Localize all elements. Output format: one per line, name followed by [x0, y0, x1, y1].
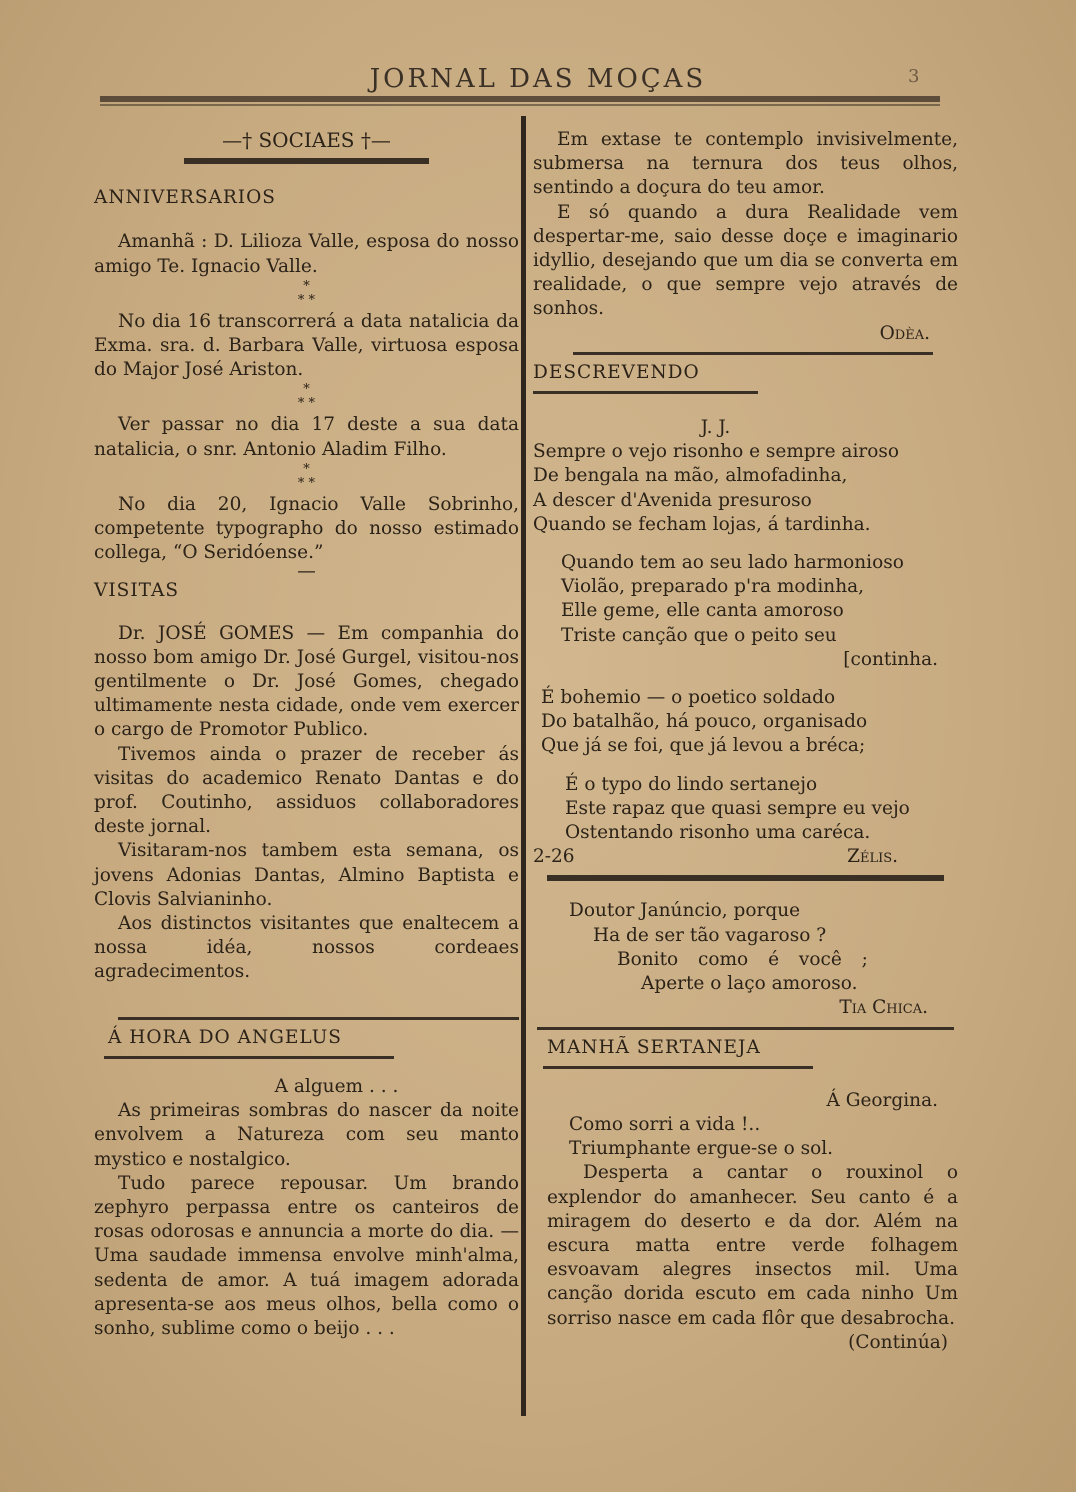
manha-heading: MANHÃ SERTANEJA — [547, 1036, 761, 1058]
poem-stanza — [533, 686, 958, 759]
column-divider — [521, 116, 526, 1416]
poem-subtitle: J. J. — [700, 417, 731, 439]
descrevendo-rule — [533, 391, 758, 394]
section-rule — [118, 1017, 519, 1020]
poem-line: É bohemio — o poetico soldado — [541, 687, 836, 709]
poem-stanza — [533, 551, 958, 672]
manha-line: Como sorri a vida !.. — [569, 1113, 761, 1135]
quadra-line: Bonito como é você ; — [617, 948, 868, 970]
aniversario-item: No dia 16 transcorrerá a data natalicia da Exma. sra. d. Barbara Valle, virtuosa esposa do Major José Ariston. — [94, 310, 519, 381]
angelus-continued-paragraph: E só quando a dura Realidade vem despertar-me, saio desse doçe e imaginario idyllio, desejando que um dia se converta em realidade, o que sempre vejo através de sonhos. — [533, 201, 958, 320]
angelus-dedication: A alguem . . . — [274, 1075, 399, 1097]
poem-line: Quando tem ao seu lado harmonioso — [561, 552, 904, 574]
angelus-signature: Odèa. — [879, 322, 930, 344]
masthead-rule — [100, 96, 940, 102]
aniversario-item: No dia 20, Ignacio Valle Sobrinho, competente typographo do nosso estimado collega, “O Seridóense.” — [94, 493, 519, 564]
angelus-rule — [104, 1056, 394, 1059]
masthead-title: JORNAL DAS MOÇAS — [369, 64, 707, 94]
poem-line: Ostentando risonho uma caréca. — [565, 822, 871, 844]
poem-line: Sempre o vejo risonho e sempre airoso — [533, 441, 899, 463]
poem-line: Violão, preparado p'ra modinha, — [561, 576, 865, 598]
manha-rule — [543, 1066, 813, 1069]
poem-line: Que já se foi, que já levou a bréca; — [541, 735, 866, 757]
poem-stanza — [533, 773, 958, 846]
poem-line: De bengala na mão, almofadinha, — [533, 465, 848, 487]
manha-paragraph: Desperta a cantar o rouxinol o explendor do amanhecer. Seu canto é a miragem do deserto e da dor. Além na escura matta entre verde folhagem esvoavam alegres insectos mil. Uma canção dorida escuto em cada ninho Um sorriso nasce em cada flôr que desabrocha. — [547, 1162, 958, 1329]
masthead-rule-thin — [100, 104, 940, 106]
aniversario-item: Ver passar no dia 17 deste a sua data natalicia, o snr. Antonio Aladim Filho. — [94, 414, 519, 460]
poem-line: A descer d'Avenida presuroso — [533, 489, 812, 511]
aniversario-item: Amanhã : D. Lilioza Valle, esposa do nosso amigo Te. Ignacio Valle. — [94, 231, 519, 277]
separator-dash: — — [297, 561, 316, 583]
poem-line: Do batalhão, há pouco, organisado — [541, 711, 868, 733]
angelus-continued-paragraph: Em extase te contemplo invisivelmente, submersa na ternura dos teus olhos, sentindo a doçura do teu amor. — [533, 129, 958, 199]
visitas-heading: VISITAS — [94, 580, 180, 602]
page-number: 3 — [908, 66, 920, 87]
manha-dedication: Á Georgina. — [826, 1089, 938, 1111]
poem-signature: Zélis. — [847, 846, 898, 868]
section-rule — [547, 875, 944, 881]
visitas-paragraph: Dr. JOSÉ GOMES — Em companhia do nosso bom amigo Dr. José Gurgel, visitou-nos gentilmente o Dr. José Gomes, chegado ultimamente nesta cidade, onde vem exercer o cargo de Promotor Publico. — [94, 622, 519, 741]
poem-line: Elle geme, elle canta amoroso — [561, 600, 844, 622]
quadra — [533, 899, 958, 996]
quadra-signature: Tia Chica. — [839, 997, 928, 1019]
left-column — [94, 128, 519, 1341]
quadra-line: Doutor Janúncio, porque — [569, 900, 801, 922]
asterism-icon: * * * — [297, 461, 316, 491]
quadra-line: Ha de ser tão vagaroso ? — [593, 924, 827, 946]
poem-line-continuation: [continha. — [843, 648, 938, 670]
asterism-icon: * * * — [297, 278, 316, 308]
quadra-line: Aperte o laço amoroso. — [641, 973, 858, 995]
poem-stanza — [533, 440, 958, 537]
angelus-heading: Á HORA DO ANGELUS — [108, 1026, 342, 1048]
asterism-icon: * * * — [297, 382, 316, 412]
manha-continua: (Continúa) — [848, 1331, 948, 1353]
poem-line: Quando se fecham lojas, á tardinha. — [533, 513, 871, 535]
section-rule — [573, 352, 933, 355]
visitas-paragraph: Visitaram-nos tambem esta semana, os jovens Adonias Dantas, Almino Baptista e Clovis Salvianinho. — [94, 840, 519, 910]
visitas-paragraph: Tivemos ainda o prazer de receber ás visitas do academico Renato Dantas e do prof. Coutinho, assiduos collaboradores deste jornal. — [94, 743, 519, 838]
section-rule — [537, 1027, 954, 1030]
poem-line: É o typo do lindo sertanejo — [565, 773, 818, 795]
manha-lines — [533, 1113, 958, 1161]
visitas-paragraph: Aos distinctos visitantes que enaltecem a nossa idéa, nossos cordeaes agradecimentos. — [94, 913, 519, 983]
sociaes-title: —† SOCIAES †— — [222, 128, 391, 152]
angelus-paragraph: As primeiras sombras do nascer da noite envolvem a Natureza com seu manto mystico e nostalgico. — [94, 1100, 519, 1170]
right-column — [533, 128, 958, 1355]
aniversarios-heading: ANNIVERSARIOS — [94, 187, 276, 209]
poem-line: Triste canção que o peito seu — [561, 624, 837, 646]
poem-line: Este rapaz que quasi sempre eu vejo — [565, 797, 910, 819]
angelus-paragraph: Tudo parece repousar. Um brando zephyro perpassa entre os canteiros de rosas odorosas e annuncia a morte do dia. — Uma saudade immensa envolve minh'alma, sedenta de amor. A tuá imagem adorada apresenta-se aos meus olhos, bella como o sonho, sublime como o beijo . . . — [94, 1172, 519, 1339]
manha-line: Triumphante ergue-se o sol. — [569, 1138, 834, 1160]
descrevendo-heading: DESCREVENDO — [533, 361, 700, 383]
poem-footer — [533, 845, 958, 869]
poem-date: 2-26 — [533, 846, 575, 868]
